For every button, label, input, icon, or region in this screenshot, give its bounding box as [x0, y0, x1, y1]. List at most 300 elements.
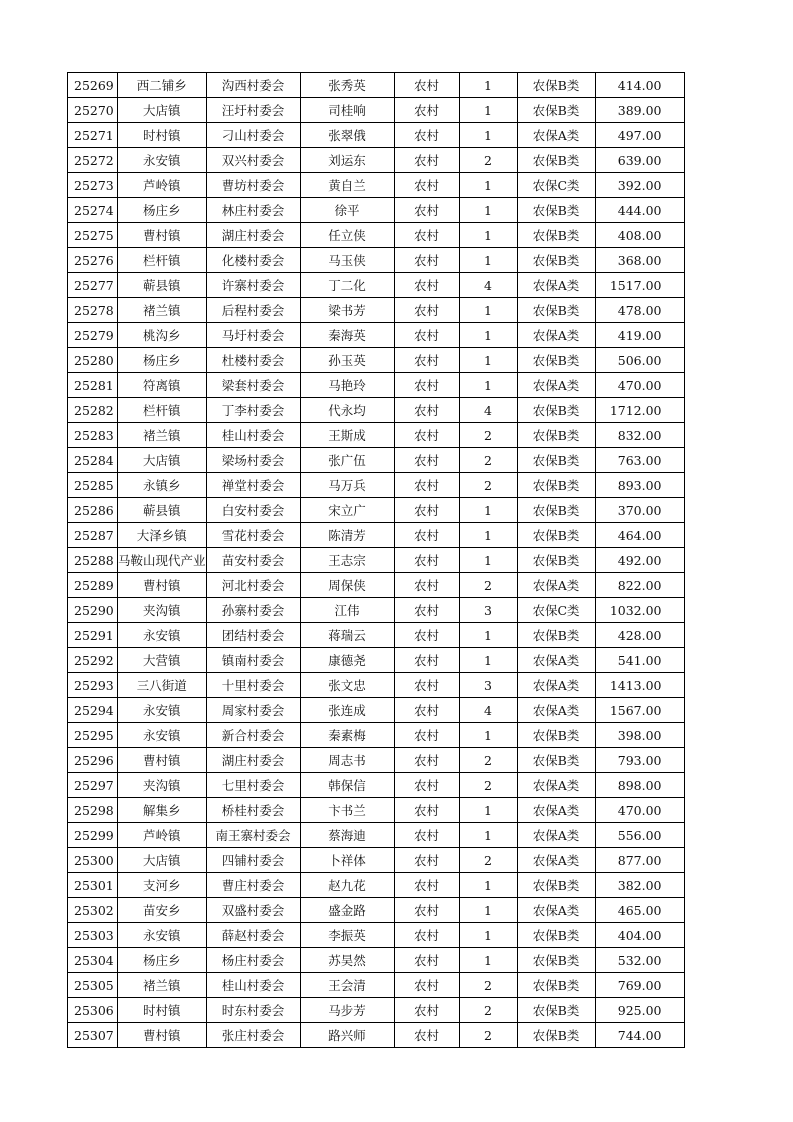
- village-committee-cell: 薛赵村委会: [206, 923, 300, 948]
- household-count-cell: 1: [459, 373, 517, 398]
- amount-cell: 464.00: [595, 523, 684, 548]
- area-type-cell: 农村: [394, 573, 459, 598]
- table-row: [68, 648, 685, 673]
- record-id-cell: 25290: [68, 598, 118, 623]
- insurance-category-cell: 农保B类: [517, 98, 595, 123]
- amount-cell: 492.00: [595, 548, 684, 573]
- town-cell: 褚兰镇: [118, 423, 207, 448]
- table-row: [68, 923, 685, 948]
- household-count-cell: 2: [459, 1023, 517, 1048]
- table-row: [68, 248, 685, 273]
- area-type-cell: 农村: [394, 973, 459, 998]
- amount-cell: 398.00: [595, 723, 684, 748]
- table-row: [68, 823, 685, 848]
- area-type-cell: 农村: [394, 873, 459, 898]
- village-committee-cell: 十里村委会: [206, 673, 300, 698]
- insurance-category-cell: 农保A类: [517, 673, 595, 698]
- record-id-cell: 25296: [68, 748, 118, 773]
- person-name-cell: 苏昊然: [300, 948, 394, 973]
- town-cell: 大泽乡镇: [118, 523, 207, 548]
- town-cell: 曹村镇: [118, 223, 207, 248]
- town-cell: 芦岭镇: [118, 823, 207, 848]
- household-count-cell: 1: [459, 873, 517, 898]
- amount-cell: 893.00: [595, 473, 684, 498]
- amount-cell: 1517.00: [595, 273, 684, 298]
- record-id-cell: 25281: [68, 373, 118, 398]
- area-type-cell: 农村: [394, 348, 459, 373]
- record-id-cell: 25285: [68, 473, 118, 498]
- insurance-category-cell: 农保A类: [517, 898, 595, 923]
- insurance-category-cell: 农保A类: [517, 798, 595, 823]
- household-count-cell: 1: [459, 798, 517, 823]
- person-name-cell: 马步芳: [300, 998, 394, 1023]
- town-cell: 大店镇: [118, 98, 207, 123]
- table-row: [68, 298, 685, 323]
- insurance-category-cell: 农保A类: [517, 848, 595, 873]
- village-committee-cell: 杜楼村委会: [206, 348, 300, 373]
- person-name-cell: 任立侠: [300, 223, 394, 248]
- amount-cell: 414.00: [595, 73, 684, 98]
- person-name-cell: 赵九花: [300, 873, 394, 898]
- amount-cell: 1567.00: [595, 698, 684, 723]
- area-type-cell: 农村: [394, 898, 459, 923]
- town-cell: 曹村镇: [118, 748, 207, 773]
- area-type-cell: 农村: [394, 848, 459, 873]
- town-cell: 西二铺乡: [118, 73, 207, 98]
- insurance-category-cell: 农保A类: [517, 823, 595, 848]
- area-type-cell: 农村: [394, 948, 459, 973]
- table-row: [68, 723, 685, 748]
- record-id-cell: 25277: [68, 273, 118, 298]
- table-row: [68, 1023, 685, 1048]
- area-type-cell: 农村: [394, 598, 459, 623]
- person-name-cell: 李振英: [300, 923, 394, 948]
- table-row: [68, 423, 685, 448]
- record-id-cell: 25291: [68, 623, 118, 648]
- household-count-cell: 1: [459, 948, 517, 973]
- person-name-cell: 陈清芳: [300, 523, 394, 548]
- insurance-category-cell: 农保B类: [517, 1023, 595, 1048]
- town-cell: 褚兰镇: [118, 973, 207, 998]
- village-committee-cell: 曹坊村委会: [206, 173, 300, 198]
- table-row: [68, 973, 685, 998]
- record-id-cell: 25272: [68, 148, 118, 173]
- household-count-cell: 1: [459, 498, 517, 523]
- area-type-cell: 农村: [394, 823, 459, 848]
- insurance-category-cell: 农保A类: [517, 323, 595, 348]
- town-cell: 栏杆镇: [118, 398, 207, 423]
- town-cell: 大营镇: [118, 648, 207, 673]
- village-committee-cell: 刁山村委会: [206, 123, 300, 148]
- person-name-cell: 卞书兰: [300, 798, 394, 823]
- person-name-cell: 秦素梅: [300, 723, 394, 748]
- area-type-cell: 农村: [394, 1023, 459, 1048]
- person-name-cell: 马艳玲: [300, 373, 394, 398]
- household-count-cell: 1: [459, 923, 517, 948]
- record-id-cell: 25279: [68, 323, 118, 348]
- record-id-cell: 25306: [68, 998, 118, 1023]
- person-name-cell: 张连成: [300, 698, 394, 723]
- table-row: [68, 848, 685, 873]
- area-type-cell: 农村: [394, 373, 459, 398]
- household-count-cell: 1: [459, 73, 517, 98]
- household-count-cell: 4: [459, 698, 517, 723]
- table-row: [68, 273, 685, 298]
- household-count-cell: 1: [459, 548, 517, 573]
- household-count-cell: 1: [459, 823, 517, 848]
- area-type-cell: 农村: [394, 248, 459, 273]
- table-row: [68, 473, 685, 498]
- record-id-cell: 25270: [68, 98, 118, 123]
- town-cell: 永镇乡: [118, 473, 207, 498]
- village-committee-cell: 沟西村委会: [206, 73, 300, 98]
- household-count-cell: 2: [459, 423, 517, 448]
- insurance-category-cell: 农保B类: [517, 198, 595, 223]
- person-name-cell: 韩保信: [300, 773, 394, 798]
- amount-cell: 370.00: [595, 498, 684, 523]
- insurance-category-cell: 农保B类: [517, 398, 595, 423]
- person-name-cell: 王会清: [300, 973, 394, 998]
- amount-cell: 408.00: [595, 223, 684, 248]
- village-committee-cell: 河北村委会: [206, 573, 300, 598]
- insurance-category-cell: 农保A类: [517, 573, 595, 598]
- person-name-cell: 徐平: [300, 198, 394, 223]
- person-name-cell: 马万兵: [300, 473, 394, 498]
- table-row: [68, 448, 685, 473]
- area-type-cell: 农村: [394, 273, 459, 298]
- household-count-cell: 1: [459, 523, 517, 548]
- table-row: [68, 548, 685, 573]
- area-type-cell: 农村: [394, 748, 459, 773]
- area-type-cell: 农村: [394, 998, 459, 1023]
- amount-cell: 478.00: [595, 298, 684, 323]
- table-row: [68, 698, 685, 723]
- insurance-category-cell: 农保B类: [517, 148, 595, 173]
- table-row: [68, 948, 685, 973]
- person-name-cell: 蒋瑞云: [300, 623, 394, 648]
- amount-cell: 404.00: [595, 923, 684, 948]
- record-id-cell: 25302: [68, 898, 118, 923]
- household-count-cell: 1: [459, 248, 517, 273]
- table-row: [68, 623, 685, 648]
- village-committee-cell: 禅堂村委会: [206, 473, 300, 498]
- household-count-cell: 4: [459, 398, 517, 423]
- record-id-cell: 25278: [68, 298, 118, 323]
- town-cell: 三八街道: [118, 673, 207, 698]
- record-id-cell: 25274: [68, 198, 118, 223]
- record-id-cell: 25284: [68, 448, 118, 473]
- amount-cell: 1413.00: [595, 673, 684, 698]
- village-committee-cell: 梁套村委会: [206, 373, 300, 398]
- table-row: [68, 123, 685, 148]
- amount-cell: 877.00: [595, 848, 684, 873]
- household-count-cell: 1: [459, 298, 517, 323]
- town-cell: 苗安乡: [118, 898, 207, 923]
- village-committee-cell: 林庄村委会: [206, 198, 300, 223]
- amount-cell: 532.00: [595, 948, 684, 973]
- record-id-cell: 25304: [68, 948, 118, 973]
- village-committee-cell: 白安村委会: [206, 498, 300, 523]
- person-name-cell: 路兴师: [300, 1023, 394, 1048]
- insurance-category-cell: 农保B类: [517, 948, 595, 973]
- table-row: [68, 748, 685, 773]
- village-committee-cell: 雪花村委会: [206, 523, 300, 548]
- area-type-cell: 农村: [394, 123, 459, 148]
- town-cell: 栏杆镇: [118, 248, 207, 273]
- amount-cell: 1712.00: [595, 398, 684, 423]
- amount-cell: 465.00: [595, 898, 684, 923]
- town-cell: 时村镇: [118, 123, 207, 148]
- area-type-cell: 农村: [394, 148, 459, 173]
- table-row: [68, 198, 685, 223]
- area-type-cell: 农村: [394, 223, 459, 248]
- insurance-category-cell: 农保B类: [517, 348, 595, 373]
- amount-cell: 793.00: [595, 748, 684, 773]
- town-cell: 褚兰镇: [118, 298, 207, 323]
- amount-cell: 419.00: [595, 323, 684, 348]
- household-count-cell: 1: [459, 198, 517, 223]
- table-row: [68, 798, 685, 823]
- person-name-cell: 梁书芳: [300, 298, 394, 323]
- person-name-cell: 张广伍: [300, 448, 394, 473]
- village-committee-cell: 梁场村委会: [206, 448, 300, 473]
- record-id-cell: 25305: [68, 973, 118, 998]
- village-committee-cell: 南王寨村委会: [206, 823, 300, 848]
- town-cell: 曹村镇: [118, 573, 207, 598]
- amount-cell: 925.00: [595, 998, 684, 1023]
- town-cell: 永安镇: [118, 723, 207, 748]
- town-cell: 永安镇: [118, 148, 207, 173]
- area-type-cell: 农村: [394, 923, 459, 948]
- record-id-cell: 25299: [68, 823, 118, 848]
- insurance-category-cell: 农保A类: [517, 273, 595, 298]
- village-committee-cell: 桥桂村委会: [206, 798, 300, 823]
- village-committee-cell: 四铺村委会: [206, 848, 300, 873]
- amount-cell: 470.00: [595, 373, 684, 398]
- amount-cell: 744.00: [595, 1023, 684, 1048]
- person-name-cell: 江伟: [300, 598, 394, 623]
- amount-cell: 769.00: [595, 973, 684, 998]
- amount-cell: 382.00: [595, 873, 684, 898]
- area-type-cell: 农村: [394, 448, 459, 473]
- insurance-category-cell: 农保A类: [517, 773, 595, 798]
- person-name-cell: 丁二化: [300, 273, 394, 298]
- record-id-cell: 25307: [68, 1023, 118, 1048]
- area-type-cell: 农村: [394, 673, 459, 698]
- household-count-cell: 1: [459, 173, 517, 198]
- household-count-cell: 1: [459, 348, 517, 373]
- village-committee-cell: 孙寨村委会: [206, 598, 300, 623]
- table-row: [68, 523, 685, 548]
- person-name-cell: 张文忠: [300, 673, 394, 698]
- village-committee-cell: 湖庄村委会: [206, 223, 300, 248]
- household-count-cell: 1: [459, 723, 517, 748]
- area-type-cell: 农村: [394, 523, 459, 548]
- table-row: [68, 898, 685, 923]
- area-type-cell: 农村: [394, 798, 459, 823]
- record-id-cell: 25295: [68, 723, 118, 748]
- village-committee-cell: 周家村委会: [206, 698, 300, 723]
- town-cell: 夹沟镇: [118, 773, 207, 798]
- household-count-cell: 2: [459, 998, 517, 1023]
- amount-cell: 497.00: [595, 123, 684, 148]
- table-row: [68, 998, 685, 1023]
- area-type-cell: 农村: [394, 73, 459, 98]
- record-id-cell: 25289: [68, 573, 118, 598]
- record-id-cell: 25273: [68, 173, 118, 198]
- town-cell: 永安镇: [118, 698, 207, 723]
- town-cell: 杨庄乡: [118, 198, 207, 223]
- insurance-category-cell: 农保B类: [517, 473, 595, 498]
- area-type-cell: 农村: [394, 298, 459, 323]
- household-count-cell: 2: [459, 473, 517, 498]
- insurance-category-cell: 农保B类: [517, 973, 595, 998]
- area-type-cell: 农村: [394, 773, 459, 798]
- village-committee-cell: 杨庄村委会: [206, 948, 300, 973]
- village-committee-cell: 湖庄村委会: [206, 748, 300, 773]
- record-id-cell: 25301: [68, 873, 118, 898]
- record-id-cell: 25303: [68, 923, 118, 948]
- amount-cell: 444.00: [595, 198, 684, 223]
- person-name-cell: 马玉侠: [300, 248, 394, 273]
- person-name-cell: 张秀英: [300, 73, 394, 98]
- amount-cell: 541.00: [595, 648, 684, 673]
- table-row: [68, 73, 685, 98]
- town-cell: 曹村镇: [118, 1023, 207, 1048]
- area-type-cell: 农村: [394, 623, 459, 648]
- area-type-cell: 农村: [394, 423, 459, 448]
- insurance-category-cell: 农保B类: [517, 523, 595, 548]
- person-name-cell: 宋立广: [300, 498, 394, 523]
- record-id-cell: 25287: [68, 523, 118, 548]
- record-id-cell: 25294: [68, 698, 118, 723]
- town-cell: 马鞍山现代产业: [118, 548, 207, 573]
- record-id-cell: 25283: [68, 423, 118, 448]
- household-count-cell: 2: [459, 573, 517, 598]
- insurance-category-cell: 农保B类: [517, 248, 595, 273]
- table-row: [68, 498, 685, 523]
- town-cell: 芦岭镇: [118, 173, 207, 198]
- table-row: [68, 598, 685, 623]
- records-table: [67, 72, 685, 1048]
- village-committee-cell: 张庄村委会: [206, 1023, 300, 1048]
- person-name-cell: 张翠俄: [300, 123, 394, 148]
- record-id-cell: 25282: [68, 398, 118, 423]
- area-type-cell: 农村: [394, 698, 459, 723]
- town-cell: 大店镇: [118, 448, 207, 473]
- person-name-cell: 康德尧: [300, 648, 394, 673]
- amount-cell: 898.00: [595, 773, 684, 798]
- insurance-category-cell: 农保B类: [517, 448, 595, 473]
- table-row: [68, 323, 685, 348]
- village-committee-cell: 桂山村委会: [206, 973, 300, 998]
- insurance-category-cell: 农保C类: [517, 173, 595, 198]
- town-cell: 蕲县镇: [118, 273, 207, 298]
- amount-cell: 763.00: [595, 448, 684, 473]
- amount-cell: 389.00: [595, 98, 684, 123]
- town-cell: 永安镇: [118, 923, 207, 948]
- household-count-cell: 3: [459, 673, 517, 698]
- insurance-category-cell: 农保B类: [517, 498, 595, 523]
- town-cell: 夹沟镇: [118, 598, 207, 623]
- town-cell: 解集乡: [118, 798, 207, 823]
- village-committee-cell: 时东村委会: [206, 998, 300, 1023]
- record-id-cell: 25288: [68, 548, 118, 573]
- person-name-cell: 卜祥体: [300, 848, 394, 873]
- amount-cell: 470.00: [595, 798, 684, 823]
- insurance-category-cell: 农保B类: [517, 223, 595, 248]
- village-committee-cell: 双盛村委会: [206, 898, 300, 923]
- insurance-category-cell: 农保B类: [517, 873, 595, 898]
- table-row: [68, 98, 685, 123]
- area-type-cell: 农村: [394, 398, 459, 423]
- amount-cell: 556.00: [595, 823, 684, 848]
- village-committee-cell: 桂山村委会: [206, 423, 300, 448]
- person-name-cell: 王志宗: [300, 548, 394, 573]
- town-cell: 支河乡: [118, 873, 207, 898]
- town-cell: 桃沟乡: [118, 323, 207, 348]
- record-id-cell: 25286: [68, 498, 118, 523]
- household-count-cell: 2: [459, 448, 517, 473]
- amount-cell: 832.00: [595, 423, 684, 448]
- area-type-cell: 农村: [394, 98, 459, 123]
- village-committee-cell: 新合村委会: [206, 723, 300, 748]
- insurance-category-cell: 农保B类: [517, 748, 595, 773]
- amount-cell: 639.00: [595, 148, 684, 173]
- table-row: [68, 148, 685, 173]
- person-name-cell: 孙玉英: [300, 348, 394, 373]
- village-committee-cell: 丁李村委会: [206, 398, 300, 423]
- amount-cell: 368.00: [595, 248, 684, 273]
- area-type-cell: 农村: [394, 548, 459, 573]
- person-name-cell: 黄自兰: [300, 173, 394, 198]
- household-count-cell: 4: [459, 273, 517, 298]
- insurance-category-cell: 农保B类: [517, 548, 595, 573]
- area-type-cell: 农村: [394, 498, 459, 523]
- amount-cell: 428.00: [595, 623, 684, 648]
- household-count-cell: 2: [459, 773, 517, 798]
- household-count-cell: 1: [459, 223, 517, 248]
- town-cell: 永安镇: [118, 623, 207, 648]
- record-id-cell: 25297: [68, 773, 118, 798]
- person-name-cell: 刘运东: [300, 148, 394, 173]
- amount-cell: 506.00: [595, 348, 684, 373]
- table-row: [68, 673, 685, 698]
- insurance-category-cell: 农保A类: [517, 648, 595, 673]
- insurance-category-cell: 农保C类: [517, 598, 595, 623]
- town-cell: 时村镇: [118, 998, 207, 1023]
- table-row: [68, 173, 685, 198]
- insurance-category-cell: 农保B类: [517, 723, 595, 748]
- person-name-cell: 王斯成: [300, 423, 394, 448]
- area-type-cell: 农村: [394, 173, 459, 198]
- record-id-cell: 25298: [68, 798, 118, 823]
- table-row: [68, 573, 685, 598]
- village-committee-cell: 后程村委会: [206, 298, 300, 323]
- household-count-cell: 1: [459, 648, 517, 673]
- area-type-cell: 农村: [394, 473, 459, 498]
- village-committee-cell: 团结村委会: [206, 623, 300, 648]
- town-cell: 蕲县镇: [118, 498, 207, 523]
- amount-cell: 1032.00: [595, 598, 684, 623]
- person-name-cell: 司桂响: [300, 98, 394, 123]
- household-count-cell: 2: [459, 148, 517, 173]
- insurance-category-cell: 农保B类: [517, 423, 595, 448]
- insurance-category-cell: 农保B类: [517, 73, 595, 98]
- amount-cell: 392.00: [595, 173, 684, 198]
- record-id-cell: 25293: [68, 673, 118, 698]
- household-count-cell: 1: [459, 123, 517, 148]
